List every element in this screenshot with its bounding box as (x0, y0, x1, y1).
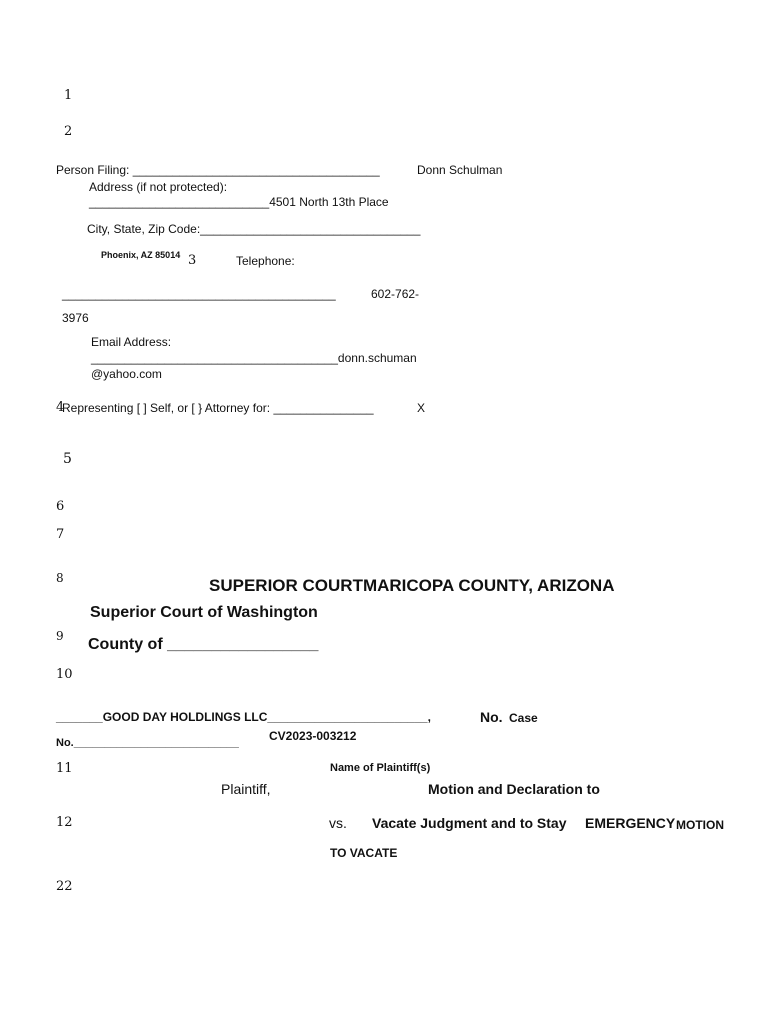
person-filing-value: Donn Schulman (417, 163, 503, 177)
telephone-value: 602-762- (371, 287, 420, 301)
case-label: Case (509, 711, 538, 725)
line-number: 11 (56, 761, 73, 776)
city-state-zip-label: City, State, Zip Code:_________________________________ (87, 222, 421, 236)
motion-label: MOTION (676, 818, 724, 832)
address-line: ___________________________4501 North 13th Place (89, 195, 389, 209)
line-number: 1 (64, 88, 73, 103)
person-filing-label: Person Filing: _____________________________________ (56, 163, 380, 177)
county-line: County of _________________ (88, 636, 319, 653)
line-number: 6 (56, 499, 65, 514)
line-number: 5 (63, 451, 72, 467)
telephone-line: _________________________________________ (62, 287, 336, 301)
case-number: CV2023-003212 (269, 729, 357, 743)
motion-title-line-2: Vacate Judgment and to Stay (372, 815, 567, 831)
line-number: 22 (56, 879, 73, 894)
to-vacate-label: TO VACATE (330, 846, 398, 860)
line-number: 7 (56, 527, 65, 542)
representing-line: Representing [ ] Self, or [ } Attorney for: _______________ (62, 401, 374, 415)
representing-mark: X (417, 401, 426, 415)
telephone-label: Telephone: (236, 254, 295, 268)
address-label: Address (if not protected): (89, 180, 228, 194)
vs-label: vs. (329, 815, 347, 831)
city-state-zip-value: Phoenix, AZ 85014 (101, 250, 181, 260)
line-number: 2 (64, 124, 73, 139)
line-number: 10 (56, 667, 73, 682)
plaintiff-label: Plaintiff, (221, 781, 271, 797)
motion-title-line-1: Motion and Declaration to (428, 781, 600, 797)
email-line: _____________________________________donn.schuman (91, 351, 417, 365)
line-number: 3 (188, 253, 197, 268)
case-no-label: No. (480, 709, 503, 725)
court-subtitle: Superior Court of Washington (90, 604, 318, 621)
line-number: 9 (56, 629, 64, 643)
telephone-value-cont: 3976 (62, 311, 89, 325)
case-no-line: No.___________________________ (56, 737, 239, 749)
plaintiff-name-line: _______GOOD DAY HOLDLINGS LLC________________________, (56, 710, 431, 724)
email-line-cont: @yahoo.com (91, 367, 162, 381)
emergency-label: EMERGENCY (585, 815, 676, 831)
name-of-plaintiff-label: Name of Plaintiff(s) (330, 762, 431, 774)
email-label: Email Address: (91, 335, 172, 349)
line-number: 12 (56, 815, 73, 830)
line-number: 4 (56, 400, 65, 415)
line-number: 8 (56, 571, 64, 585)
court-title: SUPERIOR COURTMARICOPA COUNTY, ARIZONA (209, 576, 615, 595)
